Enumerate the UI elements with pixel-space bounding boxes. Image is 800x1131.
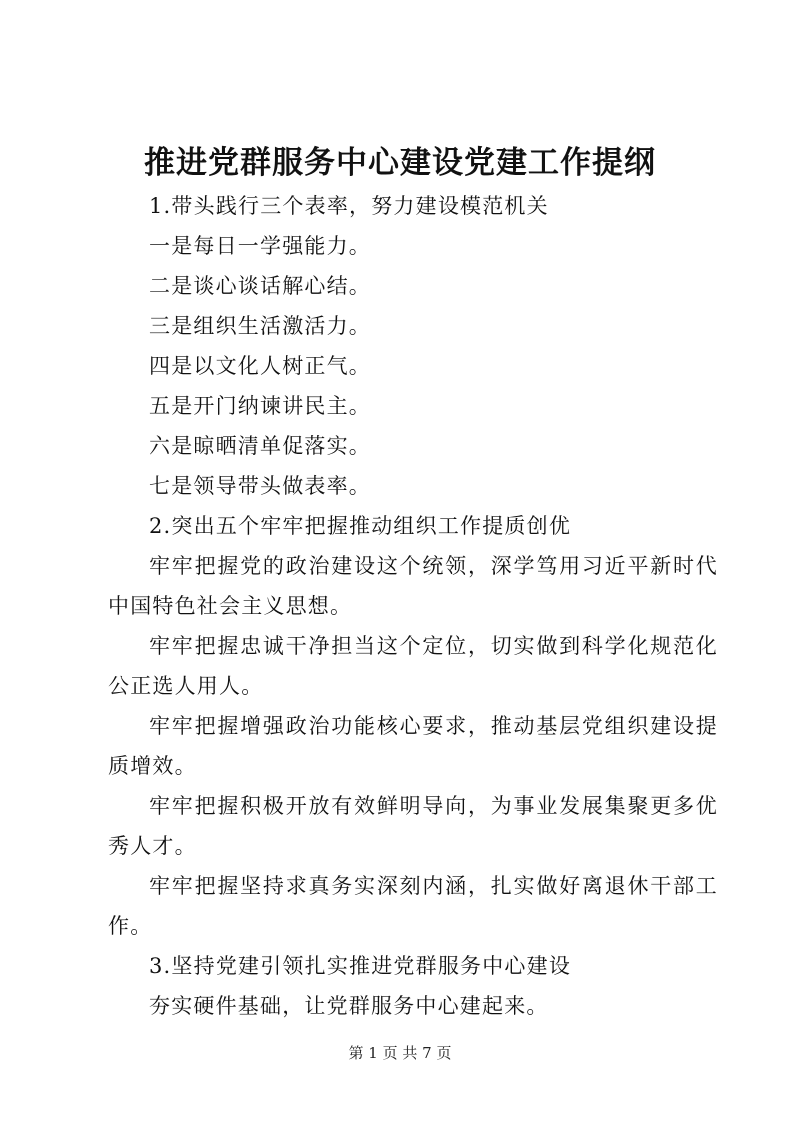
list-item: 一是每日一学强能力。	[149, 234, 371, 258]
section-heading-2: 2.突出五个牢牢把握推动组织工作提质创优	[149, 514, 572, 538]
list-item: 七是领导带头做表率。	[149, 474, 371, 498]
paragraph: 牢牢把握坚持求真务实深刻内涵，扎实做好离退休干部工作。	[108, 874, 718, 938]
list-item: 五是开门纳谏讲民主。	[149, 394, 371, 418]
paragraph: 夯实硬件基础，让党群服务中心建起来。	[149, 994, 549, 1018]
document-title: 推进党群服务中心建设党建工作提纲	[144, 145, 656, 181]
paragraph: 牢牢把握积极开放有效鲜明导向，为事业发展集聚更多优秀人才。	[108, 794, 718, 858]
paragraph: 牢牢把握党的政治建设这个统领，深学笃用习近平新时代中国特色社会主义思想。	[108, 554, 718, 618]
paragraph: 牢牢把握忠诚干净担当这个定位，切实做到科学化规范化公正选人用人。	[108, 634, 718, 698]
page-number-footer: 第 1 页 共 7 页	[348, 1044, 452, 1062]
list-item: 三是组织生活激活力。	[149, 314, 371, 338]
document-body	[108, 186, 718, 1026]
paragraph: 牢牢把握增强政治功能核心要求，推动基层党组织建设提质增效。	[108, 714, 718, 778]
list-item: 二是谈心谈话解心结。	[149, 274, 371, 298]
section-heading-3: 3.坚持党建引领扎实推进党群服务中心建设	[149, 954, 572, 978]
list-item: 四是以文化人树正气。	[149, 354, 371, 378]
list-item: 六是晾晒清单促落实。	[149, 434, 371, 458]
section-heading-1: 1.带头践行三个表率，努力建设模范机关	[149, 194, 549, 218]
